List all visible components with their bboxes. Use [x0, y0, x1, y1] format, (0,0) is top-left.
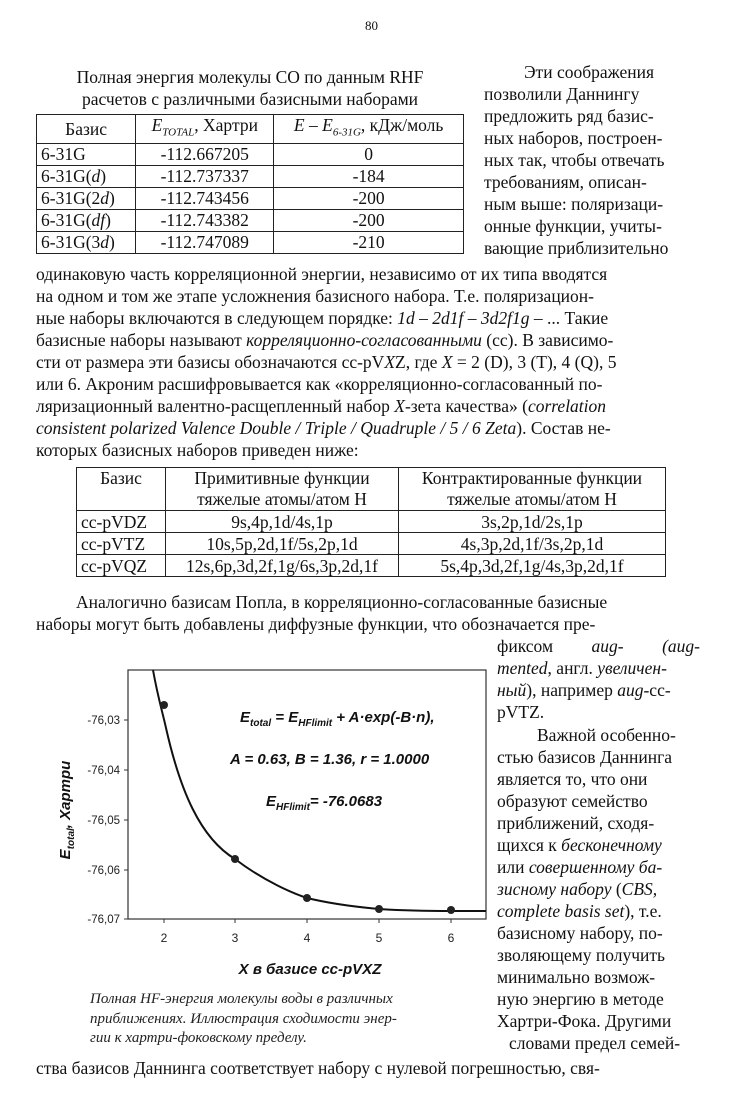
co-energy-table — [36, 114, 464, 254]
energy-convergence-chart — [40, 660, 500, 990]
header-contracted: Контрактированные функции тяжелые атомы/атом H — [399, 468, 666, 511]
chart-svg — [40, 660, 500, 990]
header-basis: Базис — [37, 115, 136, 144]
x-axis-labels — [161, 931, 455, 945]
data-point — [231, 855, 239, 863]
svg-text:-76,03: -76,03 — [87, 715, 120, 727]
table-row: 6-31G(df) -112.743382 -200 — [37, 209, 464, 231]
fit-annotation — [229, 709, 434, 813]
header-energy: $E_{TOTAL}$, Хартри — [136, 115, 274, 144]
table1-caption — [36, 66, 464, 110]
svg-text:-76,07: -76,07 — [87, 914, 120, 926]
table-row: 6-31G(d) -112.737337 -184 — [37, 165, 464, 187]
svg-text:6: 6 — [447, 931, 455, 945]
last-line: ства базисов Даннинга соответствует набору с нулевой погрешностью, свя- — [36, 1058, 600, 1078]
y-axis-title — [57, 761, 77, 860]
plot-frame — [128, 670, 486, 919]
svg-text:-76,05: -76,05 — [87, 815, 120, 827]
table-header-row — [77, 468, 666, 511]
svg-text:EHFlimit= -76.0683: $E_{HFlimit}= -76.0683$ — [266, 793, 383, 813]
svg-text:Etotal, Хартри: $E_{total}$, Хартри — [57, 760, 77, 860]
data-point — [303, 894, 311, 902]
svg-text:A = 0.63, B = 1.36, r = 1.0: A = 0.63, B = 1.36, r = 1.0000 — [230, 751, 430, 768]
y-axis-labels — [87, 715, 120, 926]
x-axis-title: X в базисе cc-pVXZ — [238, 961, 382, 978]
data-point — [160, 701, 168, 709]
svg-text:2: 2 — [160, 931, 168, 945]
fit-curve — [153, 670, 486, 911]
table-row: 6-31G(3d) -112.747089 -210 — [37, 231, 464, 253]
header-primitive: Примитивные функции тяжелые атомы/атом H — [166, 468, 399, 511]
header-basis: Базис — [77, 468, 166, 511]
figure-caption: Полная HF-энергия молекулы воды в различных приближениях. Иллюстрация сходимости энер- гии к хартри-фоковскому пределу. — [90, 991, 397, 1046]
svg-text:5: 5 — [375, 931, 383, 945]
svg-text:4: 4 — [303, 931, 311, 945]
table-row: cc-pVTZ 10s,5p,2d,1f/5s,2p,1d 4s,3p,2d,1f/3s,2p,1d — [77, 533, 666, 555]
basis-sets-table — [76, 467, 666, 577]
table-header-row — [37, 115, 464, 144]
header-delta: E – $E_{6-31G}$, кДж/моль — [274, 115, 464, 144]
data-point — [375, 905, 383, 913]
svg-text:3: 3 — [231, 931, 239, 945]
page-number: 80 — [365, 18, 378, 33]
table1-caption-line2: расчетов с различными базисными наборами — [81, 89, 419, 109]
svg-text:-76,06: -76,06 — [87, 865, 120, 877]
svg-text:-76,04: -76,04 — [87, 765, 120, 777]
table-row: 6-31G -112.667205 0 — [37, 143, 464, 165]
table-row: 6-31G(2d) -112.743456 -200 — [37, 187, 464, 209]
table-row: cc-pVDZ 9s,4p,1d/4s,1p 3s,2p,1d/2s,1p — [77, 511, 666, 533]
table-row: cc-pVQZ 12s,6p,3d,2f,1g/6s,3p,2d,1f 5s,4p,3d,2f,1g/4s,3p,2d,1f — [77, 555, 666, 577]
data-point — [447, 906, 455, 914]
table1-caption-line1: Полная энергия молекулы CO по данным RHF — [76, 67, 424, 87]
svg-text:Etotal = EHFlimit + A·exp(-B·n: $E_{total} = E_{HFlimit} + A\cdot\exp(-B\cdot n)$, — [240, 709, 435, 729]
